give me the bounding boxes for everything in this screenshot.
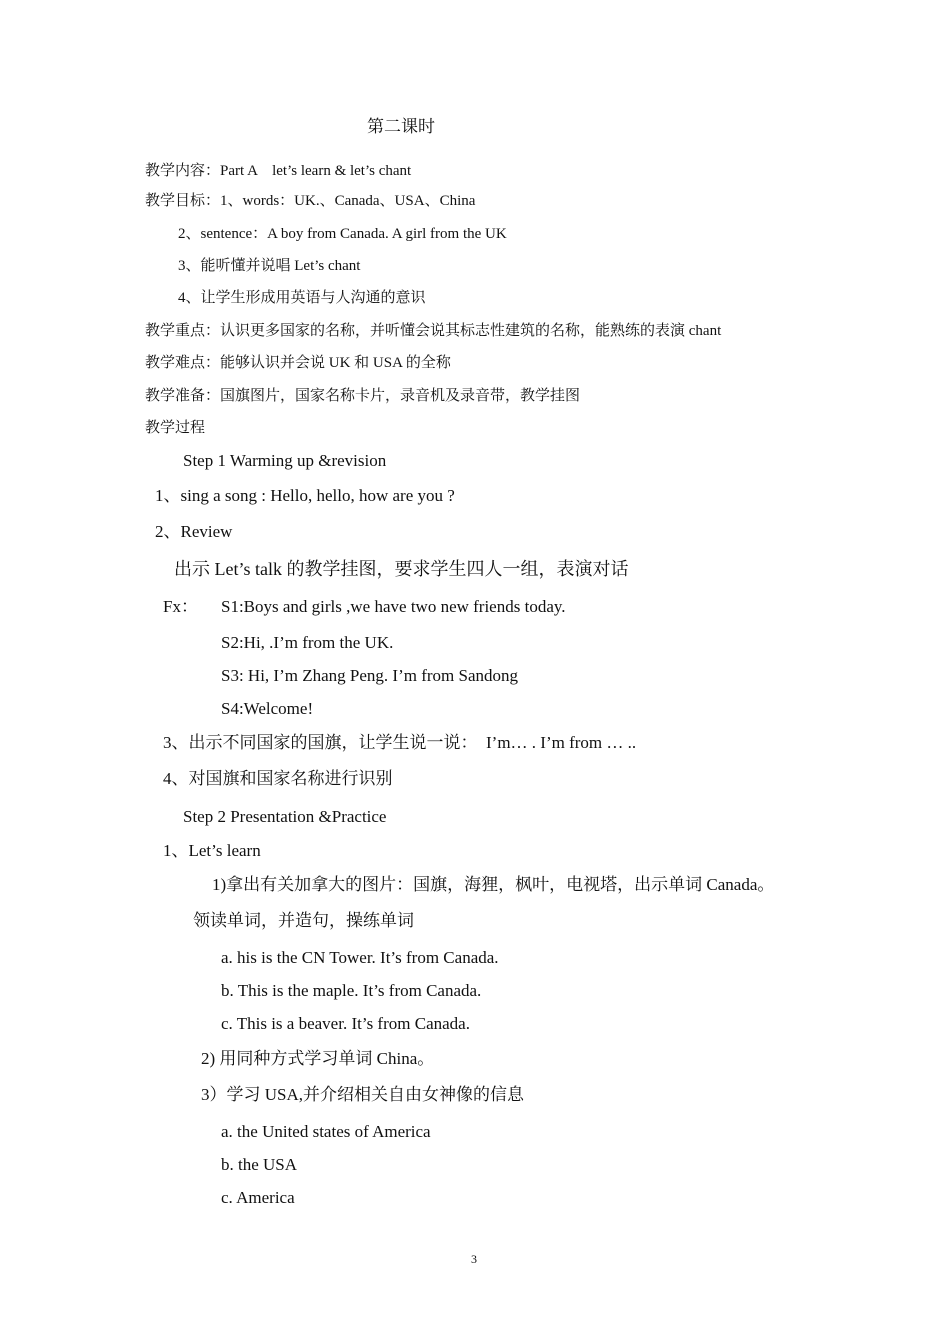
goal-sentence: 2、sentence：A boy from Canada. A girl from the UK [178,226,507,242]
teaching-preparation: 教学准备：国旗图片，国家名称卡片，录音机及录音带，教学挂图 [145,388,581,404]
usa-learning: 3）学习 USA,并介绍相关自由女神像的信息 [201,1085,525,1104]
key-points: 教学重点：认识更多国家的名称，并听懂会说其标志性建筑的名称，能熟练的表演 chant [145,323,722,339]
canada-pictures: 1)拿出有关加拿大的图片：国旗，海狸，枫叶，电视塔，出示单词 Canada。 [212,875,775,894]
step-1-item-2: 2、Review [155,522,233,541]
difficult-points: 教学难点：能够认识并会说 UK 和 USA 的全称 [145,355,451,371]
page-title: 第二课时 [367,117,435,136]
china-learning: 2) 用同种方式学习单词 China。 [201,1049,435,1068]
teaching-goals: 教学目标：1、words：UK.、Canada、USA、China [145,193,476,209]
usa-name-c: c. America [221,1188,295,1207]
step-2-item-1: 1、Let’s learn [163,841,261,860]
usa-name-b: b. the USA [221,1155,298,1174]
example-label: Fx： [163,597,198,616]
goal-chant: 3、能听懂并说唱 Let’s chant [178,258,361,274]
step-2-heading: Step 2 Presentation &Practice [183,807,387,826]
step-1-item-1: 1、sing a song : Hello, hello, how are you ? [155,486,455,505]
step-1-item-4: 4、对国旗和国家名称进行识别 [163,769,393,788]
teaching-content: 教学内容：Part A let’s learn & let’s chant [145,163,412,179]
teaching-process-heading: 教学过程 [145,420,206,436]
step-1-heading: Step 1 Warming up &revision [183,451,387,470]
dialogue-s4: S4:Welcome! [221,699,314,718]
canada-sentence-c: c. This is a beaver. It’s from Canada. [221,1014,470,1033]
usa-name-a: a. the United states of America [221,1122,431,1141]
review-instruction: 出示 Let’s talk 的教学挂图，要求学生四人一组，表演对话 [174,559,629,579]
canada-sentence-b: b. This is the maple. It’s from Canada. [221,981,482,1000]
canada-practice: 领读单词，并造句，操练单词 [193,911,414,930]
dialogue-s1: S1:Boys and girls ,we have two new friends today. [221,597,566,616]
step-1-item-3: 3、出示不同国家的国旗，让学生说一说： I’m… . I’m from … .. [163,733,637,752]
page-number: 3 [471,1252,477,1266]
dialogue-s3: S3: Hi, I’m Zhang Peng. I’m from Sandong [221,666,518,685]
canada-sentence-a: a. his is the CN Tower. It’s from Canada. [221,948,499,967]
dialogue-s2: S2:Hi, .I’m from the UK. [221,633,394,652]
goal-communication: 4、让学生形成用英语与人沟通的意识 [178,290,426,306]
